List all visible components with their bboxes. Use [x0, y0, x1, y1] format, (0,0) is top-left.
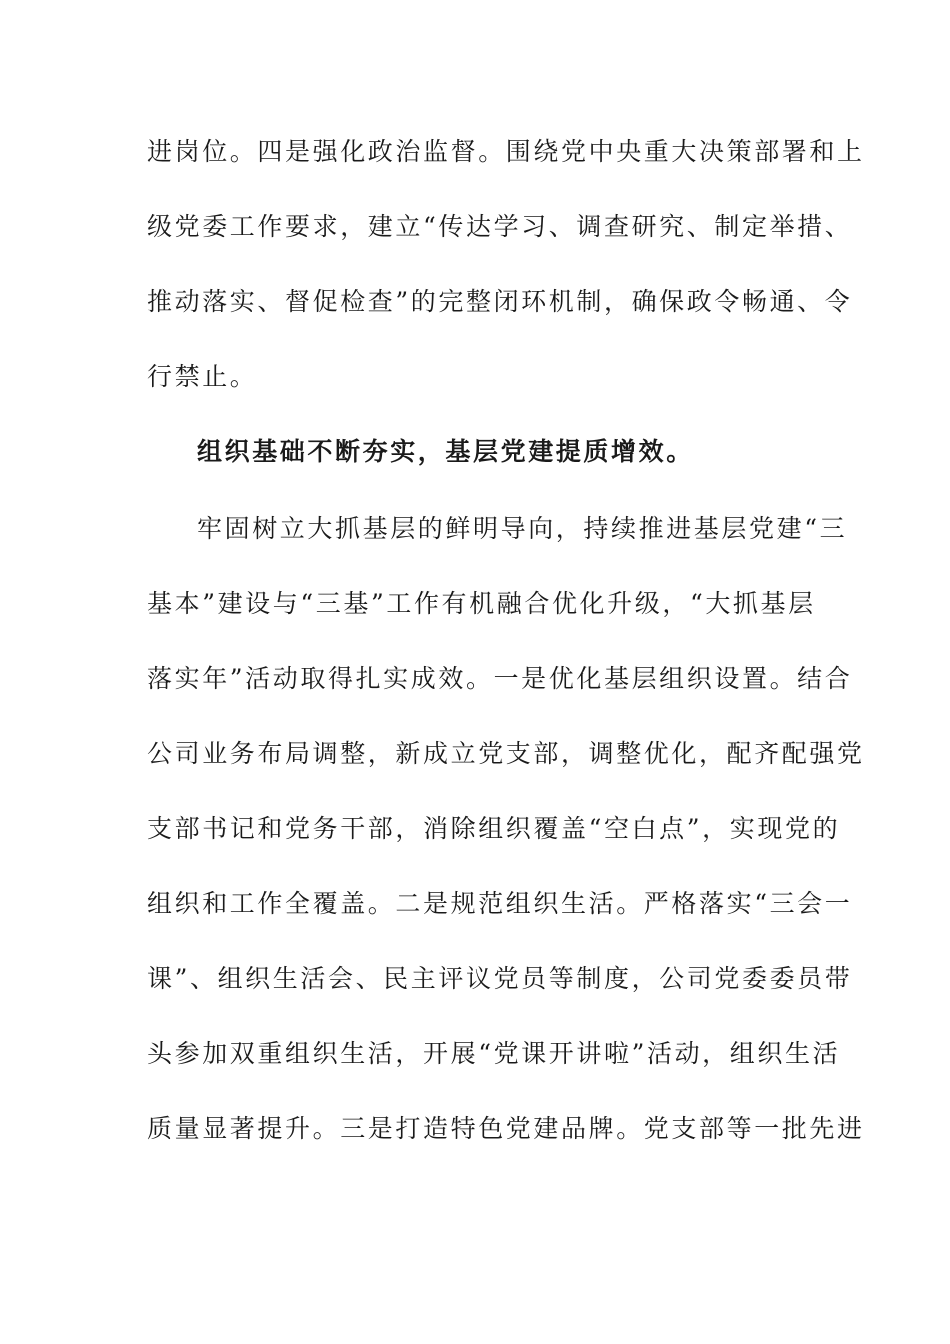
body-text-line: 推动落实、督促检查”的完整闭环机制，确保政令畅通、令: [147, 287, 853, 316]
body-text-line: 行禁止。: [147, 362, 258, 391]
body-text-line: 基本”建设与“三基”工作有机融合优化升级，“大抓基层: [147, 589, 816, 618]
body-text-line: 课”、组织生活会、民主评议党员等制度，公司党委委员带: [147, 964, 853, 993]
body-text-line: 头参加双重组织生活，开展“党课开讲啦”活动，组织生活: [147, 1039, 841, 1068]
body-text-line: 支部书记和党务干部，消除组织覆盖“空白点”，实现党的: [147, 814, 841, 843]
body-text-line: 质量显著提升。三是打造特色党建品牌。党支部等一批先进: [147, 1114, 865, 1143]
body-text-line: 公司业务布局调整，新成立党支部，调整优化，配齐配强党: [147, 739, 865, 768]
body-text-line: 牢固树立大抓基层的鲜明导向，持续推进基层党建“三: [197, 514, 848, 543]
section-heading: 组织基础不断夯实，基层党建提质增效。: [197, 437, 694, 466]
body-text-line: 落实年”活动取得扎实成效。一是优化基层组织设置。结合: [147, 664, 853, 693]
body-text-line: 组织和工作全覆盖。二是规范组织生活。严格落实“三会一: [147, 889, 853, 918]
body-text-line: 进岗位。四是强化政治监督。围绕党中央重大决策部署和上: [147, 137, 865, 166]
body-text-line: 级党委工作要求，建立“传达学习、调查研究、制定举措、: [147, 212, 853, 241]
